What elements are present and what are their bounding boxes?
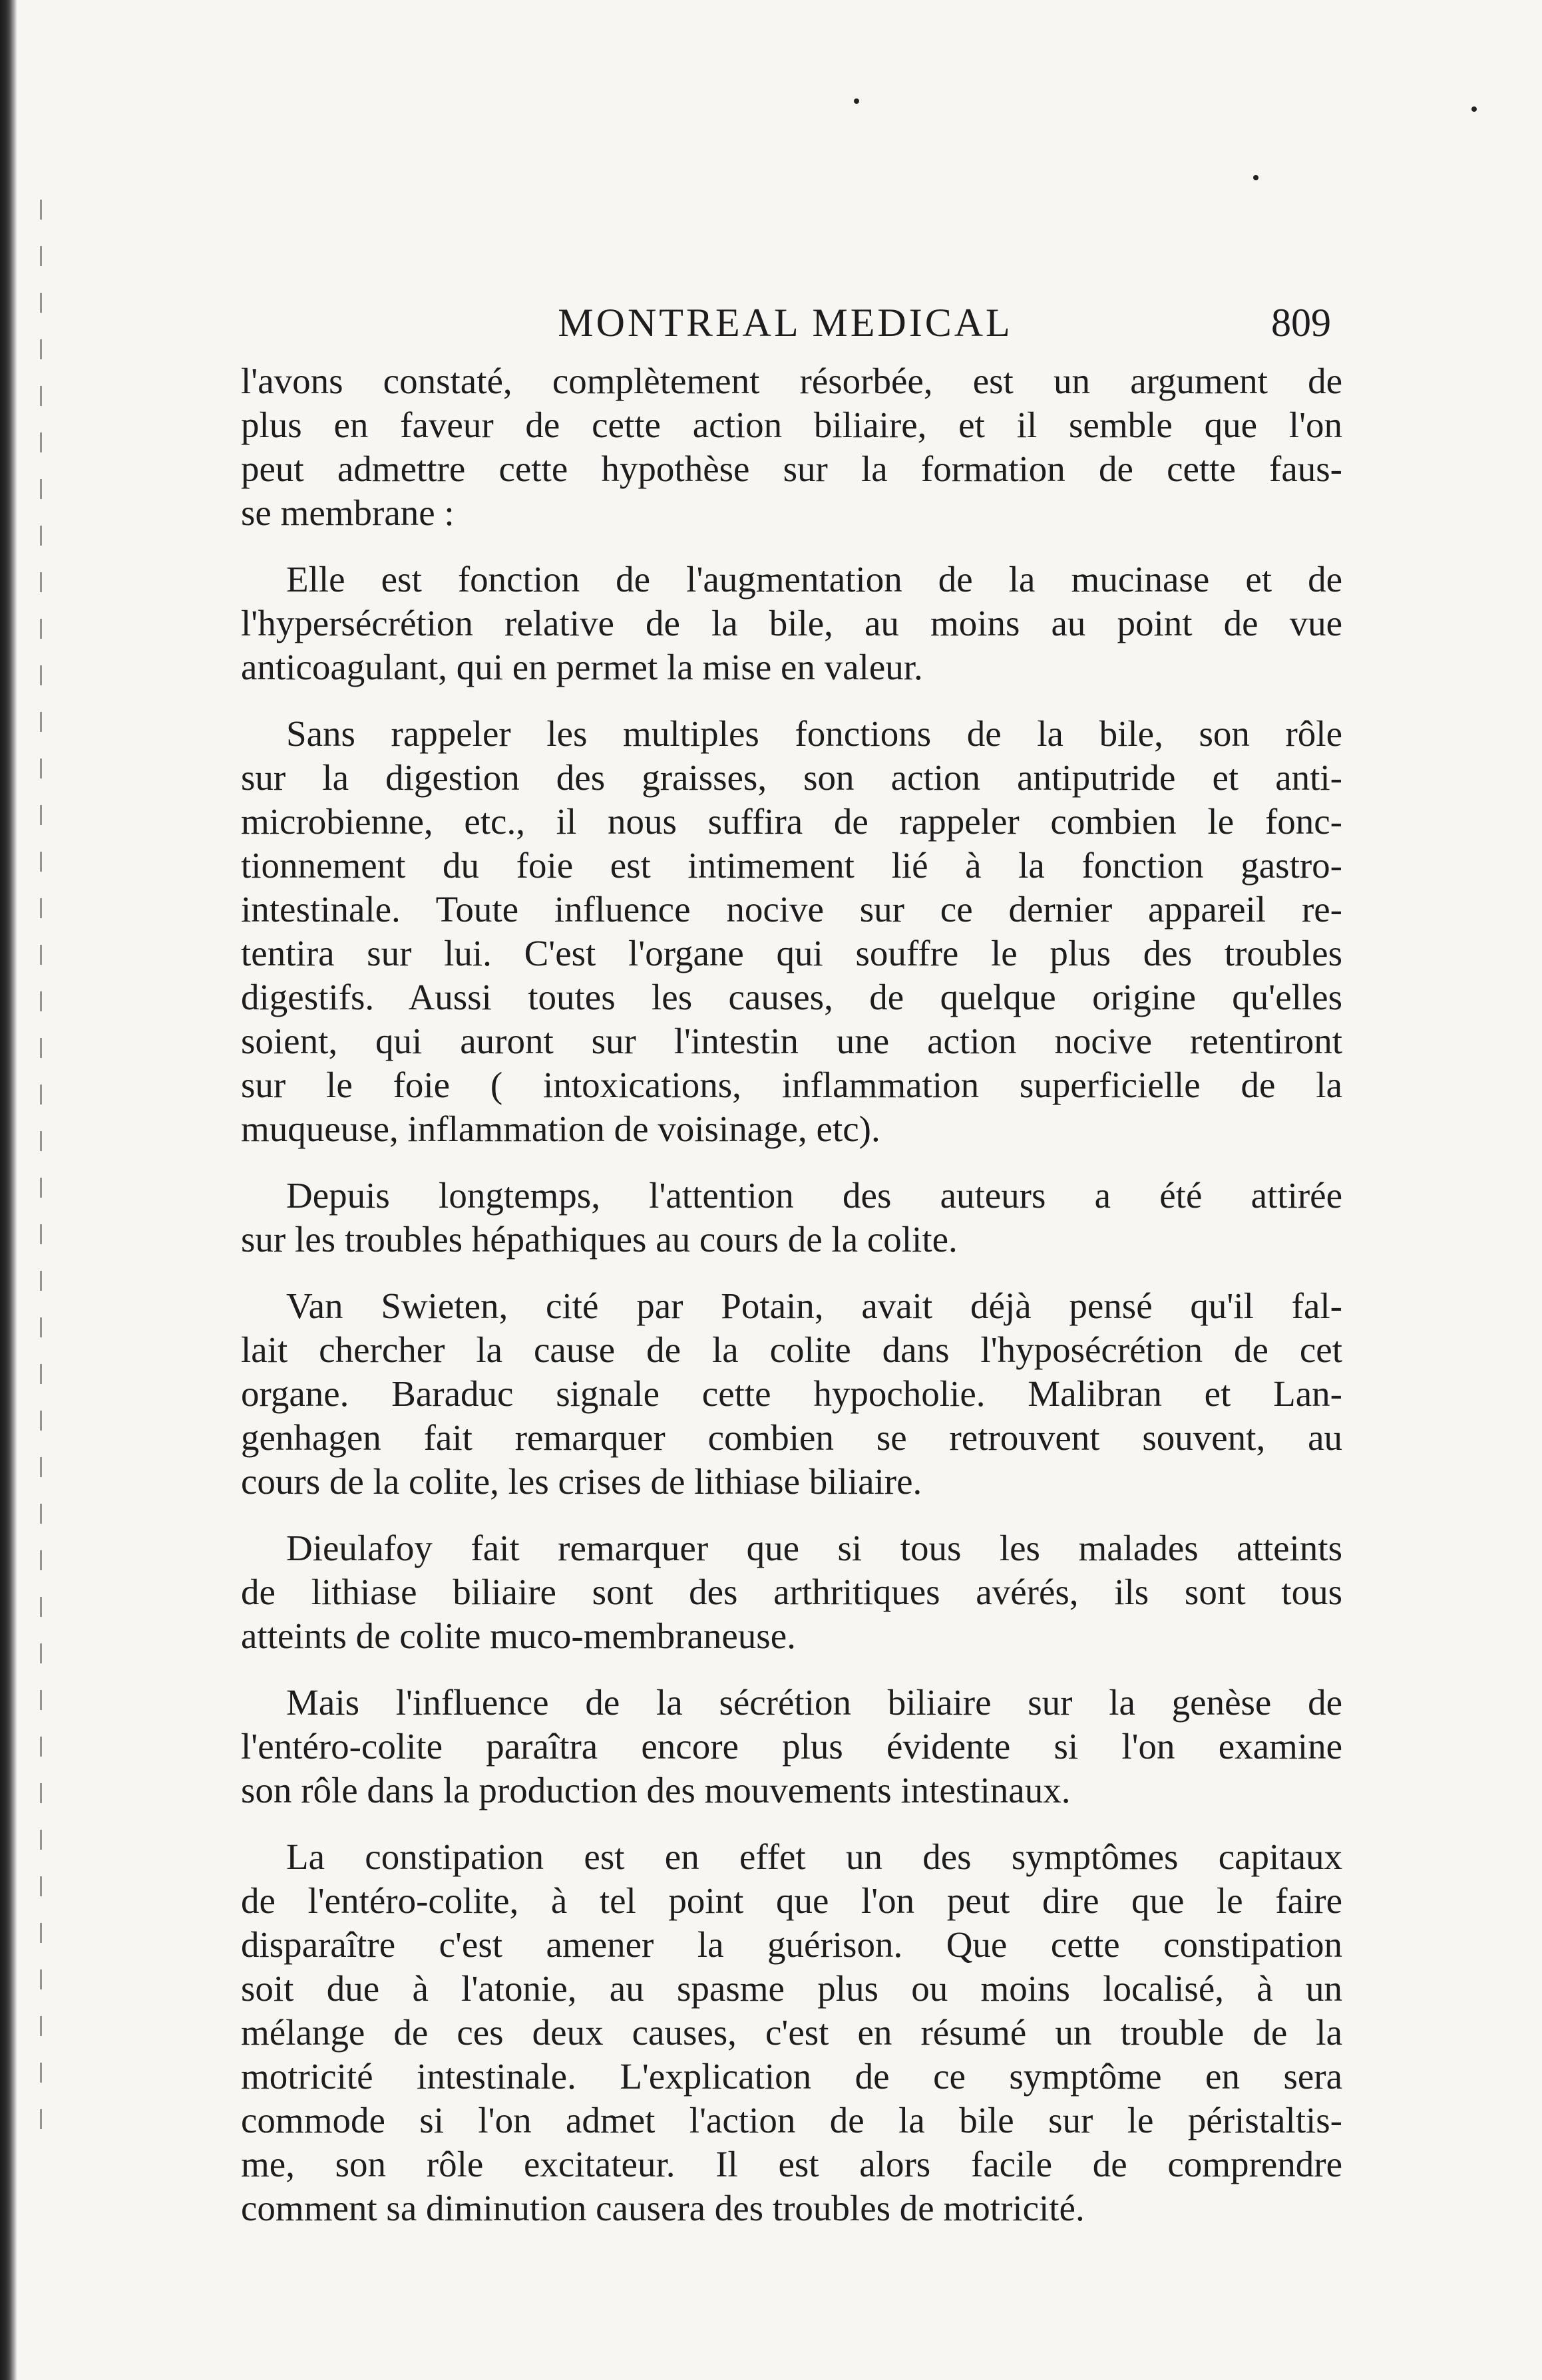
text-line: atteints de colite muco-membraneuse. [241, 1615, 796, 1656]
text-line: sur la digestion des graisses, son action antiputride et anti- [241, 757, 1342, 798]
page-number: 809 [1271, 301, 1331, 345]
text-line: de l'entéro-colite, à tel point que l'on peut dire que le faire [241, 1880, 1342, 1921]
text-line: anticoagulant, qui en permet la mise en valeur. [241, 647, 923, 687]
text-line: motricité intestinale. L'explication de ce symptôme en sera [241, 2056, 1342, 2097]
text-line: commode si l'on admet l'action de la bile sur le péristaltis- [241, 2100, 1342, 2140]
text-line: sur le foie ( intoxications, inflammation superficielle de la [241, 1065, 1342, 1105]
text-line: mélange de ces deux causes, c'est en résumé un trouble de la [241, 2012, 1342, 2053]
text-line: organe. Baraduc signale cette hypocholie. Malibran et Lan- [241, 1373, 1342, 1414]
text-line: soient, qui auront sur l'intestin une action nocive retentiront [241, 1021, 1342, 1061]
text-line: microbienne, etc., il nous suffira de rappeler combien le fonc- [241, 801, 1342, 842]
text-line: de lithiase biliaire sont des arthritiques avérés, ils sont tous [241, 1572, 1342, 1612]
paragraph [241, 1174, 1342, 1262]
text-line: peut admettre cette hypothèse sur la formation de cette faus- [241, 448, 1342, 489]
text-line: Elle est fonction de l'augmentation de la mucinase et de [286, 559, 1342, 599]
text-line: l'avons constaté, complètement résorbée, est un argument de [241, 361, 1342, 401]
binding-edge [0, 0, 17, 2380]
paragraph [241, 1681, 1342, 1812]
ink-speck [854, 98, 859, 104]
text-line: me, son rôle excitateur. Il est alors facile de comprendre [241, 2144, 1342, 2184]
text-line: son rôle dans la production des mouvements intestinaux. [241, 1770, 1071, 1810]
ink-speck [1471, 106, 1477, 112]
text-line: lait chercher la cause de la colite dans l'hyposécrétion de cet [241, 1329, 1342, 1370]
text-line: Depuis longtemps, l'attention des auteurs a été attirée [286, 1175, 1342, 1216]
text-line: Sans rappeler les multiples fonctions de la bile, son rôle [286, 713, 1342, 754]
text-line: disparaître c'est amener la guérison. Que cette constipation [241, 1924, 1342, 1965]
text-line: se membrane : [241, 492, 455, 533]
ink-speck [1253, 175, 1258, 180]
text-line: sur les troubles hépathiques au cours de la colite. [241, 1219, 958, 1260]
text-line: genhagen fait remarquer combien se retrouvent souvent, au [241, 1417, 1342, 1458]
text-line: muqueuse, inflammation de voisinage, etc). [241, 1108, 880, 1149]
text-line: Dieulafoy fait remarquer que si tous les malades atteints [286, 1528, 1342, 1568]
text-line: cours de la colite, les crises de lithiase biliaire. [241, 1461, 922, 1502]
text-line: comment sa diminution causera des troubles de motricité. [241, 2188, 1085, 2228]
text-line: plus en faveur de cette action biliaire, et il semble que l'on [241, 405, 1342, 445]
paragraph [241, 1284, 1342, 1504]
text-line: intestinale. Toute influence nocive sur ce dernier appareil re- [241, 889, 1342, 930]
text-line: l'hypersécrétion relative de la bile, au moins au point de vue [241, 603, 1342, 643]
body-text [241, 359, 1342, 2230]
text-line: tionnement du foie est intimement lié à la fonction gastro- [241, 845, 1342, 886]
text-line: digestifs. Aussi toutes les causes, de quelque origine qu'elles [241, 977, 1342, 1017]
paragraph [241, 712, 1342, 1151]
paragraph [241, 1526, 1342, 1658]
page-header [240, 293, 1331, 353]
text-line: tentira sur lui. C'est l'organe qui souffre le plus des troubles [241, 933, 1342, 973]
text-line: Mais l'influence de la sécrétion biliaire sur la genèse de [286, 1682, 1342, 1723]
paragraph [241, 1835, 1342, 2230]
text-line: l'entéro-colite paraîtra encore plus évidente si l'on examine [241, 1726, 1342, 1767]
text-line: La constipation est en effet un des symptômes capitaux [286, 1836, 1342, 1877]
paragraph [241, 558, 1342, 689]
text-line: soit due à l'atonie, au spasme plus ou moins localisé, à un [241, 1968, 1342, 2009]
text-line: Van Swieten, cité par Potain, avait déjà pensé qu'il fal- [286, 1285, 1342, 1326]
running-title: MONTREAL MEDICAL [558, 301, 1013, 345]
paragraph [241, 359, 1342, 535]
